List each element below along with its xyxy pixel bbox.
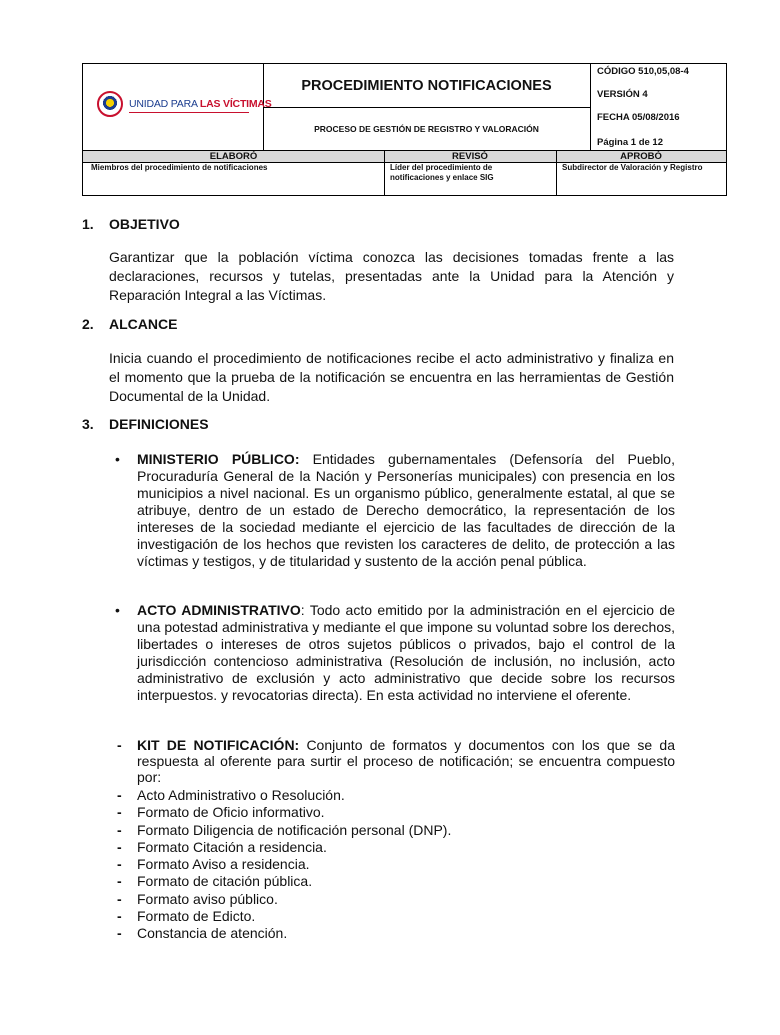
list-item: - Formato Citación a residencia. bbox=[117, 838, 327, 855]
section-title: OBJETIVO bbox=[109, 216, 180, 232]
title-cell bbox=[263, 64, 591, 150]
reviso-value: Líder del procedimiento de notificaciones y enlace SIG bbox=[390, 163, 494, 182]
list-item: - Formato de citación pública. bbox=[117, 873, 313, 890]
logo-underline bbox=[129, 112, 249, 113]
section-title: DEFINICIONES bbox=[109, 416, 209, 432]
bullet-icon: • bbox=[115, 602, 120, 618]
document-header bbox=[82, 63, 727, 196]
definition-term: ACTO ADMINISTRATIVO bbox=[137, 602, 301, 618]
list-item: - Acto Administrativo o Resolución. bbox=[117, 787, 345, 803]
list-item: - Formato Diligencia de notificación personal (DNP). bbox=[117, 821, 452, 838]
bullet-icon: • bbox=[115, 451, 120, 467]
process-name: PROCESO DE GESTIÓN DE REGISTRO Y VALORACIÓN bbox=[314, 124, 539, 134]
aprobo-value: Subdirector de Valoración y Registro bbox=[562, 163, 703, 172]
fecha: FECHA 05/08/2016 bbox=[597, 112, 680, 123]
section-title: ALCANCE bbox=[109, 316, 178, 332]
kit-text: Conjunto de formatos y documentos con los que se da respuesta al oferente para surtir el proceso de notificación; se encuentra compuesto por: bbox=[137, 737, 675, 785]
kit-term: KIT DE NOTIFICACIÓN: bbox=[137, 737, 300, 753]
list-item: - Formato de Oficio informativo. bbox=[117, 804, 325, 821]
definition-item bbox=[115, 451, 675, 570]
section-number: 2. bbox=[82, 316, 94, 332]
approval-table bbox=[82, 151, 727, 196]
list-item: - Formato Aviso a residencia. bbox=[117, 856, 310, 873]
definition-text: : Todo acto emitido por la administración en el ejercicio de una potestad administrativa y mediante el que impone su voluntad sobre los derechos, libertades o intereses de otros sujetos públicos o privados, bajo el control de la jurisdicción contencioso administrativa (Resolución de inclusión, no inclusión, acto administrativo de exclusión y acto administrativo que decide sobre los recursos interpuestos. y revocatorias directa). En esta actividad no interviene el oferente. bbox=[137, 602, 675, 703]
definition-term: MINISTERIO PÚBLICO: bbox=[137, 451, 300, 467]
section-number: 1. bbox=[82, 216, 94, 232]
definition-item bbox=[115, 602, 675, 704]
pagina: Página 1 de 12 bbox=[597, 137, 664, 148]
list-item: - Formato aviso público. bbox=[117, 890, 278, 907]
logo-cell bbox=[83, 64, 272, 150]
section-heading bbox=[82, 316, 177, 332]
alcance-paragraph: Inicia cuando el procedimiento de notificaciones recibe el acto administrativo y finaliza en el momento que la prueba de la notificación se encuentra en las herramientas de Gestión Documental de la Unidad. bbox=[109, 350, 674, 404]
dash-marker: - bbox=[117, 737, 122, 753]
list-item: - Formato de Edicto. bbox=[117, 908, 256, 925]
document-title: PROCEDIMIENTO NOTIFICACIONES bbox=[263, 64, 590, 108]
section-heading bbox=[82, 216, 180, 232]
column-divider bbox=[556, 151, 557, 195]
unidad-victimas-logo bbox=[97, 91, 272, 117]
elaboro-header: ELABORÓ bbox=[83, 151, 384, 163]
reviso-header: REVISÓ bbox=[384, 151, 556, 163]
section-heading bbox=[82, 416, 209, 432]
aprobo-header: APROBÓ bbox=[556, 151, 726, 163]
section-number: 3. bbox=[82, 416, 94, 432]
version: VERSIÓN 4 bbox=[597, 89, 648, 100]
logo-text-bold: LAS VÍCTIMAS bbox=[199, 98, 272, 110]
meta-cell bbox=[591, 64, 727, 150]
colombia-seal-icon bbox=[97, 91, 123, 117]
elaboro-value: Miembros del procedimiento de notificaciones bbox=[91, 163, 268, 172]
objetivo-paragraph: Garantizar que la población víctima conozca las decisiones tomadas frente a las declaraciones, recursos y tutelas, presentadas ante la Unidad para la Atención y Reparación Integral a las Víctimas. bbox=[109, 249, 674, 303]
list-item: - Constancia de atención. bbox=[117, 925, 288, 942]
kit-definition bbox=[117, 737, 675, 785]
codigo: CÓDIGO 510,05,08-4 bbox=[597, 66, 689, 77]
column-divider bbox=[384, 151, 385, 195]
header-table bbox=[82, 63, 727, 151]
definition-text: Entidades gubernamentales (Defensoría del Pueblo, Procuraduría General de la Nación y Personerías municipales) con presencia en los municipios a nivel nacional. Es un organismo público, generalmente estatal, al que se atribuye, dentro de un estado de Derecho democrático, la representación de los intereses de la sociedad mediante el ejercicio de las facultades de dirección de la investigación de los hechos que revisten los caracteres de delito, de protección a las víctimas y testigos, y de titularidad y sustento de la acción penal pública. bbox=[137, 451, 675, 569]
logo-text-normal: UNIDAD PARA bbox=[129, 98, 200, 110]
kit-items-list bbox=[117, 787, 451, 943]
